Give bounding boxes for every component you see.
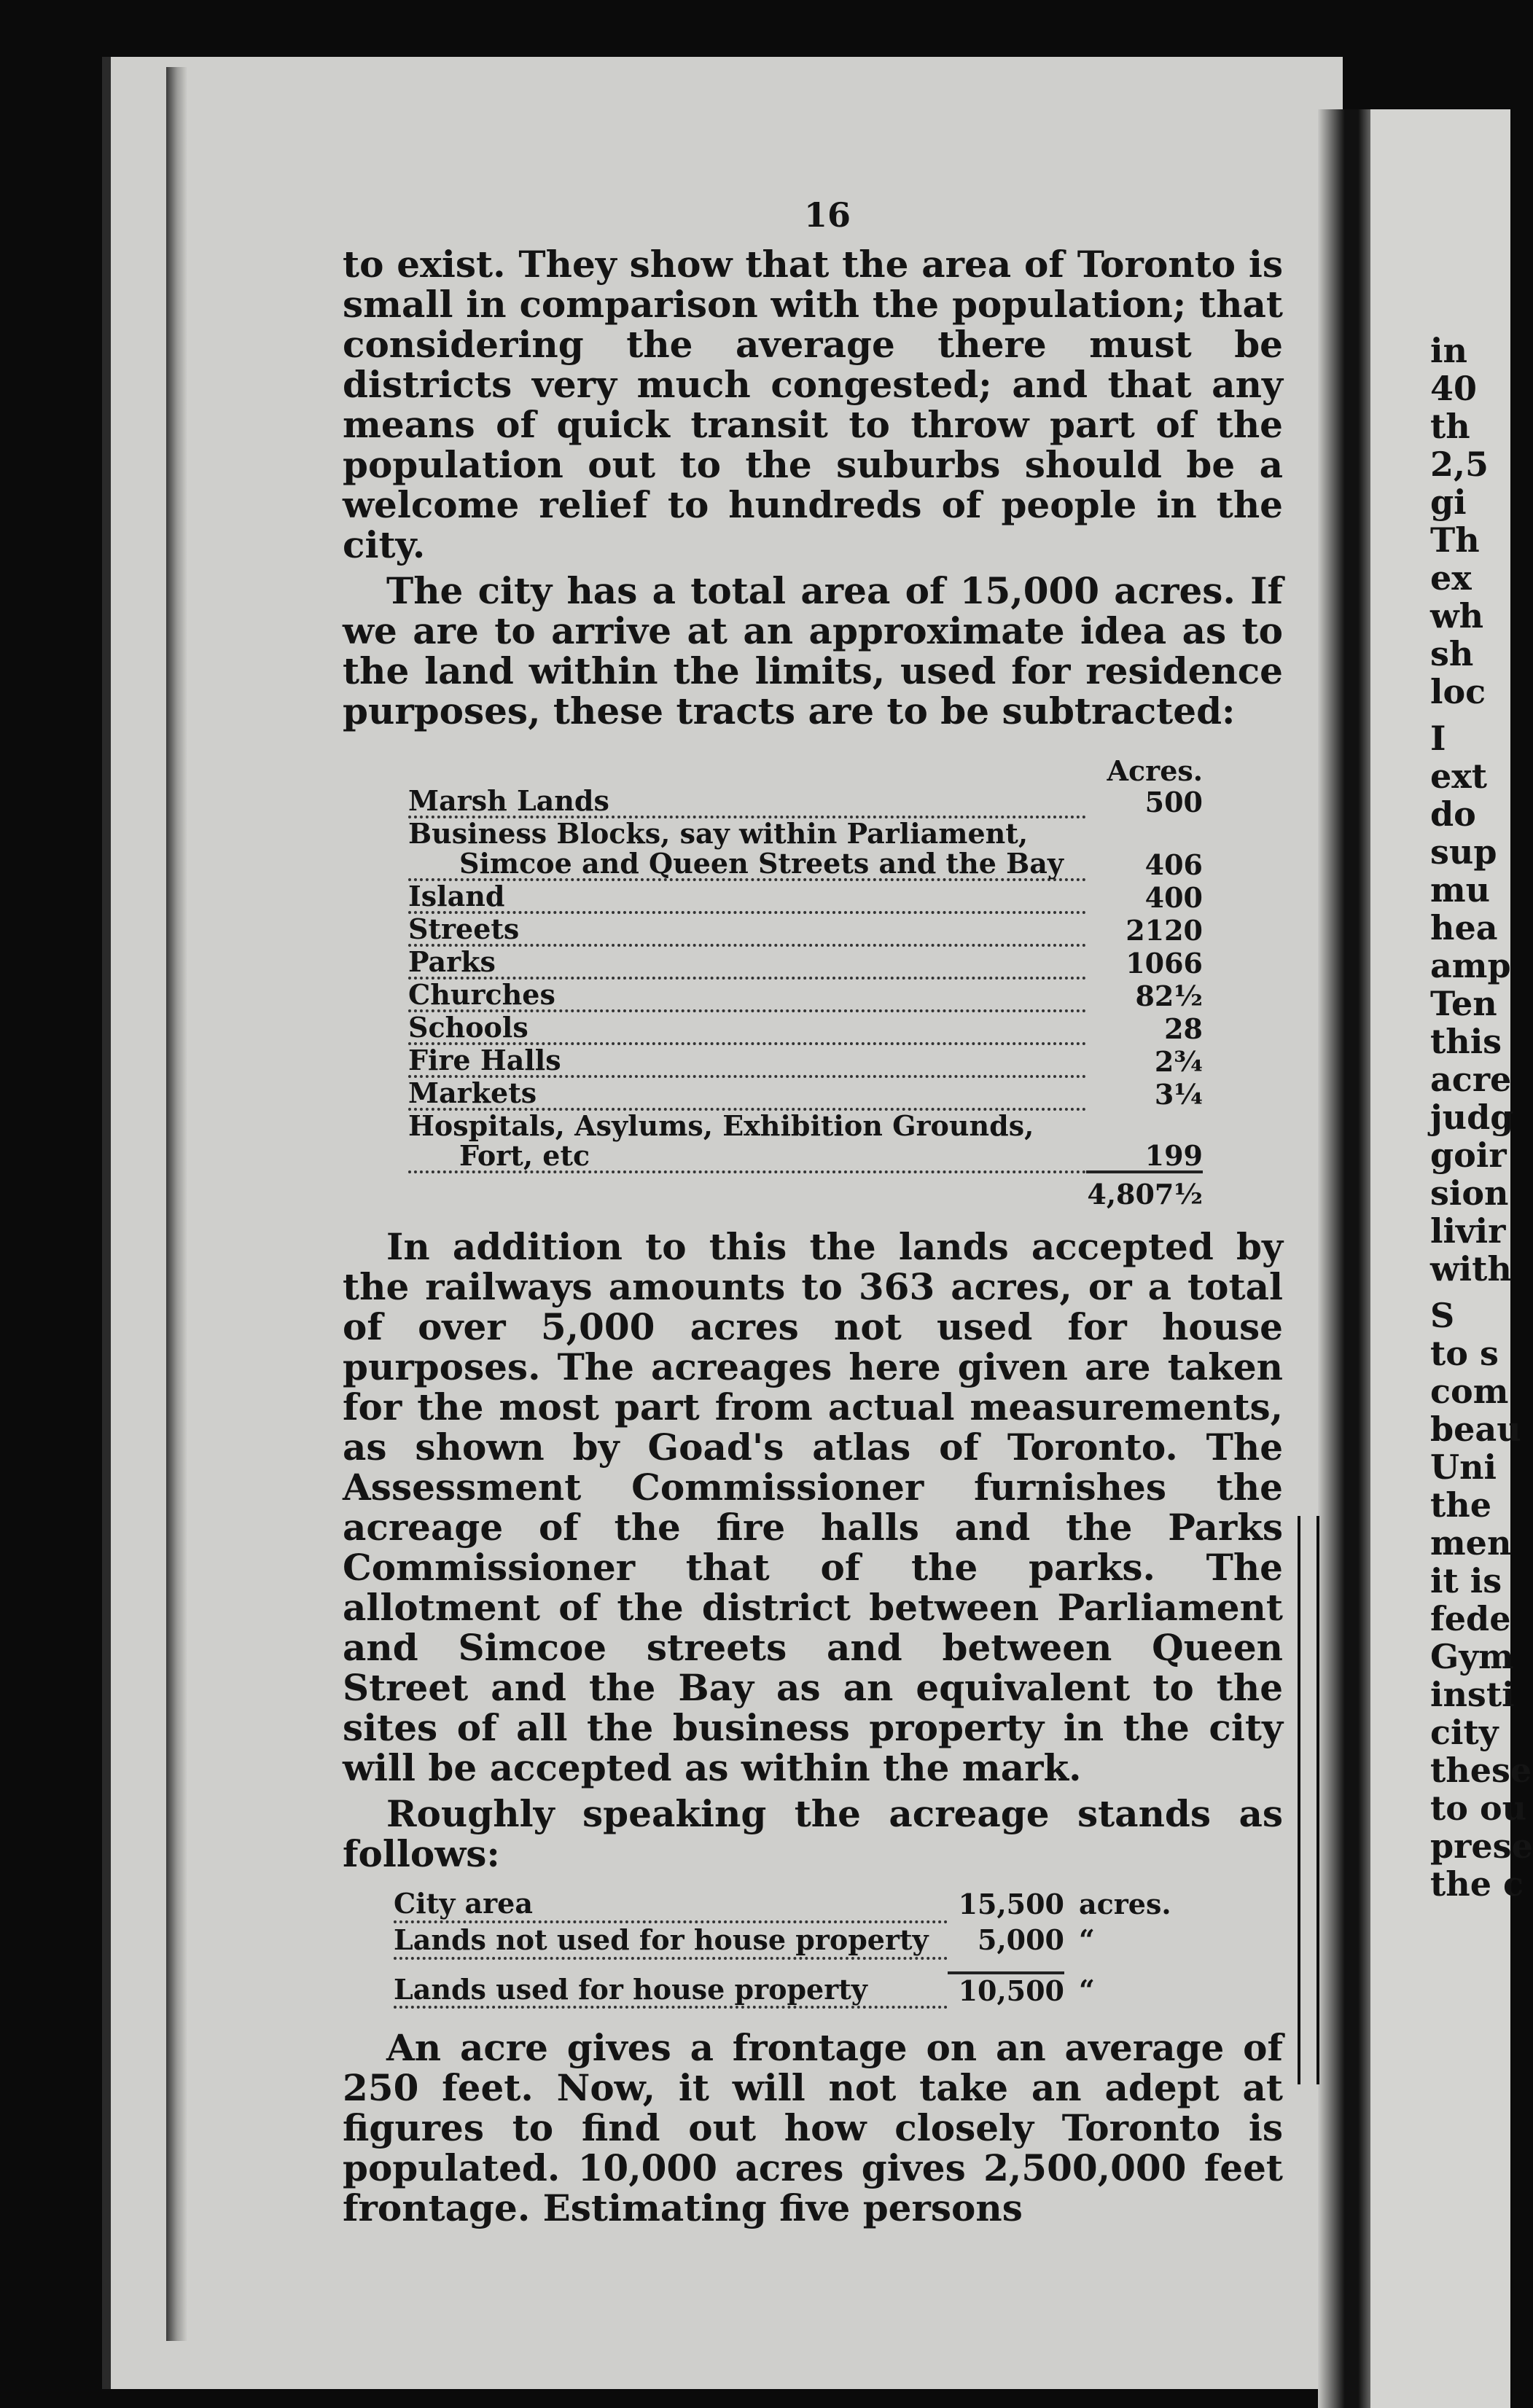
paragraph-3: In addition to this the lands accepted by the railways amounts to 363 acres, or a total of over 5,000 acres not used for house purposes. The acreages here given are taken for the most part from actual measurements, as shown by Goad's atlas of Toronto. The Assessment Commissioner furnishes the acreage of the fire halls and the Parks Commissioner that of the parks. The allotment of the district between Parliament and Simcoe streets and between Queen Street and the Bay as an equivalent to the sites of all the business property in the city will be accepted as within the mark.: [343, 1225, 1283, 1790]
table-row: [408, 945, 1203, 978]
right-line: this: [1430, 1022, 1502, 1061]
right-line: it is: [1430, 1561, 1502, 1600]
acres-unit-header: Acres.: [1107, 754, 1203, 787]
right-line: S: [1430, 1296, 1455, 1335]
right-line: ex: [1430, 558, 1472, 598]
page-content: [343, 197, 1283, 2234]
row-label-continued: Fort, etc: [408, 1141, 1086, 1172]
row-label: Churches: [408, 978, 1086, 1011]
right-line: goir: [1430, 1135, 1507, 1175]
spine-ornament: [1298, 1516, 1319, 2084]
right-line: men: [1430, 1523, 1512, 1563]
summary-row: [394, 1922, 1188, 1958]
row-label: Streets: [408, 912, 1086, 945]
right-line: loc: [1430, 672, 1486, 711]
right-line: do: [1430, 794, 1476, 834]
right-page-text: [1430, 331, 1533, 1904]
right-line: sh: [1430, 634, 1474, 673]
row-value: 28: [1164, 1012, 1203, 1045]
row-value: 500: [1144, 785, 1203, 818]
right-line: to ou: [1430, 1789, 1527, 1828]
row-value: 3¼: [1154, 1077, 1203, 1111]
table-row: [408, 848, 1203, 880]
right-line: Ten: [1430, 984, 1497, 1023]
paragraph-5: An acre gives a frontage on an average of 250 feet. Now, it will not take an adept at figures to find out how closely Toronto is populated. 10,000 acres gives 2,500,000 feet frontage. Estimating five persons: [343, 2026, 1283, 2230]
right-line: 2,5: [1430, 445, 1489, 484]
right-line: prese: [1430, 1826, 1533, 1866]
row-value: 2120: [1126, 913, 1203, 947]
right-line: beau: [1430, 1410, 1521, 1449]
summary-label: City area: [394, 1887, 948, 1922]
right-line: fede: [1430, 1599, 1511, 1638]
summary-unit: acres.: [1079, 1888, 1171, 1921]
row-label: Parks: [408, 945, 1086, 978]
table-row: [408, 912, 1203, 945]
summary-label: Lands used for house property: [394, 1973, 948, 2008]
page-edge: [166, 67, 188, 2341]
row-value: 199: [1144, 1138, 1203, 1172]
summary-value: 5,000: [978, 1923, 1064, 1956]
summary-rule: [394, 1958, 1188, 1973]
right-line: acre: [1430, 1060, 1512, 1099]
row-label: Fire Halls: [408, 1044, 1086, 1076]
paragraph-2: The city has a total area of 15,000 acres. If we are to arrive at an approximate idea as to the land within the limits, used for residence purposes, these tracts are to be subtracted:: [343, 568, 1283, 732]
right-line: Th: [1430, 520, 1480, 560]
right-line: the: [1430, 1485, 1491, 1525]
row-label: Business Blocks, say within Parliament,: [408, 816, 1029, 850]
summary-value: 15,500: [958, 1888, 1064, 1921]
summary-unit: “: [1079, 1973, 1095, 2006]
table-row: [408, 1109, 1203, 1141]
row-value: 1066: [1126, 946, 1203, 980]
right-line: wh: [1430, 596, 1484, 636]
table-row: [408, 1011, 1203, 1044]
right-line: ext: [1430, 757, 1487, 796]
right-line: sion: [1430, 1173, 1509, 1213]
table-row: [408, 1076, 1203, 1109]
acres-total: 4,807½: [1086, 1172, 1203, 1209]
table-row: [408, 978, 1203, 1011]
right-line: with: [1430, 1249, 1512, 1289]
right-line: gi: [1430, 482, 1467, 522]
total-row: [408, 1172, 1203, 1209]
right-line: mu: [1430, 870, 1491, 910]
right-line: com: [1430, 1372, 1509, 1411]
summary-unit: “: [1079, 1923, 1095, 1956]
table-row: [408, 1044, 1203, 1076]
right-line: Gym: [1430, 1637, 1514, 1676]
right-line: these: [1430, 1751, 1532, 1790]
right-line: insti: [1430, 1675, 1515, 1714]
right-line: sup: [1430, 832, 1497, 872]
row-label-continued: Simcoe and Queen Streets and the Bay: [408, 848, 1086, 880]
row-label: Island: [408, 880, 1086, 912]
right-line: Uni: [1430, 1447, 1497, 1487]
right-line: amp: [1430, 946, 1511, 985]
acres-table: [408, 756, 1203, 1209]
right-line: th: [1430, 407, 1470, 446]
row-value: 406: [1144, 848, 1203, 881]
summary-label: Lands not used for house property: [394, 1922, 948, 1958]
paragraph-4: Roughly speaking the acreage stands as follows:: [343, 1792, 1283, 1876]
row-value: 400: [1144, 880, 1203, 914]
right-line: city: [1430, 1713, 1499, 1752]
summary-value: 10,500: [958, 1974, 1064, 2007]
summary-row: [394, 1887, 1188, 1922]
row-label: Schools: [408, 1011, 1086, 1044]
right-line: to s: [1430, 1334, 1499, 1373]
paragraph-1: to exist. They show that the area of Toronto is small in comparison with the population; that considering the average there must be districts very much congested; and that any means of quick transit to throw part of the population out to the suburbs should be a welcome relief to hundreds of people in the city.: [343, 242, 1283, 566]
right-line: I: [1430, 719, 1446, 758]
table-row: [408, 1141, 1203, 1172]
acreage-summary-table: [394, 1887, 1188, 2009]
row-label: Marsh Lands: [408, 786, 1086, 817]
right-line: judg: [1430, 1098, 1514, 1137]
table-row: [408, 880, 1203, 912]
right-line: in: [1430, 331, 1467, 370]
right-line: livir: [1430, 1211, 1506, 1251]
summary-row: [394, 1973, 1188, 2008]
table-row: [408, 786, 1203, 817]
row-label: Hospitals, Asylums, Exhibition Grounds,: [408, 1109, 1034, 1142]
row-value: 2¾: [1154, 1044, 1203, 1078]
right-line: the c: [1430, 1864, 1524, 1904]
row-label: Markets: [408, 1076, 1086, 1109]
table-row: [408, 817, 1203, 848]
right-line: 40: [1430, 369, 1478, 408]
right-line: hea: [1430, 908, 1498, 947]
page-number: 16: [803, 195, 851, 235]
row-value: 82½: [1135, 979, 1203, 1012]
